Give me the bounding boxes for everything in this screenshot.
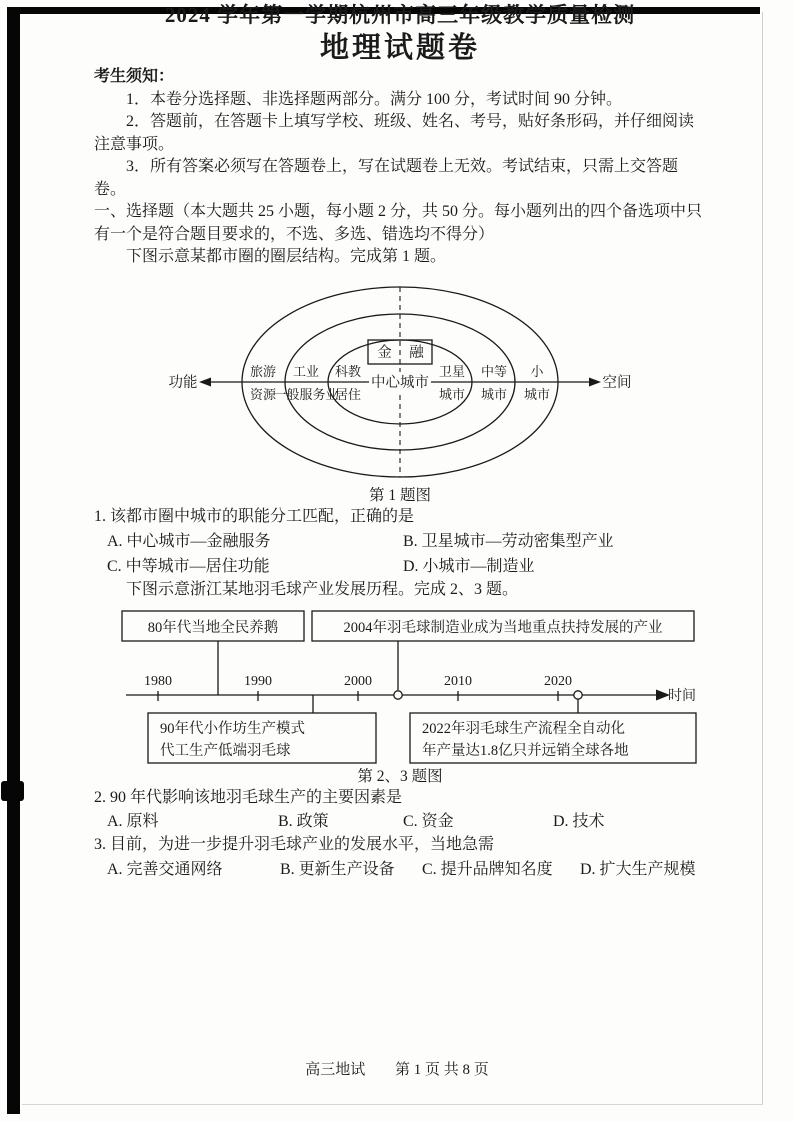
- notice-item-2: 2．答题前，在答题卡上填写学校、班级、姓名、考号，贴好条形码，并仔细阅读注意事项。: [94, 113, 695, 153]
- question-3-stem: 3. 目前，为进一步提升羽毛球产业的发展水平，当地急需: [94, 836, 495, 853]
- event-label-2004: 2004年羽毛球制造业成为当地重点扶持发展的产业: [343, 619, 663, 636]
- finance-label: 金 融: [377, 344, 431, 361]
- event-marker-2022: [574, 690, 582, 698]
- footer-page-number: 第 1 页 共 8 页: [395, 1062, 489, 1078]
- notice-heading: 考生须知：: [94, 68, 175, 85]
- year-label-1990: 1990: [244, 673, 272, 689]
- question-3-option-d: D. 扩大生产规模: [580, 860, 696, 878]
- paper-title: 地理试题卷: [319, 32, 480, 64]
- year-label-2010: 2010: [444, 673, 472, 689]
- question-1-option-a: A. 中心城市—金融服务: [107, 533, 271, 550]
- question-2-options: [94, 810, 706, 834]
- ring-label-education: [335, 364, 361, 402]
- svg-text:中等: 中等: [480, 363, 508, 379]
- question-3-option-b: B. 更新生产设备: [280, 860, 395, 878]
- figure2-intro: 下图示意浙江某地羽毛球产业发展历程。完成 2、3 题。: [126, 581, 519, 598]
- event-label-1990s-line2: 代工生产低端羽毛球: [160, 742, 291, 759]
- question-3-option-a: A. 完善交通网络: [107, 860, 223, 878]
- figure1-caption: 第 1 题图: [368, 486, 431, 504]
- year-label-2000: 2000: [344, 673, 372, 689]
- svg-text:城市: 城市: [438, 386, 466, 402]
- page-footer: [0, 1058, 794, 1079]
- figure1-diagram: [94, 276, 706, 486]
- ring-label-satellite-city: [439, 364, 465, 402]
- year-label-2020: 2020: [544, 673, 572, 689]
- svg-text:旅游: 旅游: [249, 363, 277, 379]
- question-1-option-b: B. 卫星城市—劳动密集型产业: [403, 533, 614, 550]
- event-marker-2004: [394, 690, 402, 698]
- ring-label-medium-city: [481, 364, 507, 402]
- svg-text:科教: 科教: [334, 363, 362, 379]
- svg-text:卫星: 卫星: [438, 363, 466, 379]
- year-label-1980: 1980: [144, 673, 172, 689]
- footer-course-label: 高三地试: [305, 1062, 366, 1078]
- svg-text:城市: 城市: [523, 386, 551, 402]
- event-label-2022-line1: 2022年羽毛球生产流程全自动化: [422, 720, 625, 737]
- svg-text:一般服务业: 一般服务业: [273, 386, 339, 402]
- event-label-1990s-line1: 90年代小作坊生产模式: [160, 720, 305, 737]
- question-1-option-c: C. 中等城市—居住功能: [107, 558, 270, 575]
- svg-text:小: 小: [530, 363, 544, 379]
- figure2-caption: 第 2、3 题图: [357, 767, 443, 785]
- exam-title: 2024 学年第一学期杭州市高三年级教学质量检测: [164, 3, 636, 27]
- question-1-option-d: D. 小城市—制造业: [403, 558, 535, 575]
- axis-label-function: 功能: [168, 374, 198, 391]
- question-2-option-b: B. 政策: [278, 813, 329, 830]
- left-arrow-icon: [199, 377, 211, 386]
- right-arrow-icon: [589, 377, 601, 386]
- metropolitan-ring-figure: [165, 276, 635, 486]
- section-heading: 一、选择题（本大题共 25 小题，每小题 2 分，共 50 分。每小题列出的四个备选项中只有一个是符合题目要求的，不选、多选、错选均不得分）: [94, 203, 703, 243]
- question-2-option-d: D. 技术: [553, 813, 605, 830]
- badminton-timeline-figure: [98, 609, 702, 767]
- svg-text:城市: 城市: [480, 386, 508, 402]
- svg-text:资源: 资源: [249, 386, 277, 402]
- figure2-diagram: [94, 609, 706, 767]
- event-label-1980s: 80年代当地全民养鹅: [147, 619, 279, 636]
- question-1-options: [94, 529, 706, 579]
- svg-text:工业: 工业: [292, 363, 320, 379]
- question-3-options: [94, 858, 706, 882]
- time-axis-label: 时间: [668, 688, 696, 704]
- question-3-option-c: C. 提升品牌知名度: [422, 860, 553, 878]
- axis-label-space: 空间: [602, 374, 632, 391]
- notice-item-3: 3．所有答案必须写在答题卷上，写在试题卷上无效。考试结束，只需上交答题卷。: [94, 158, 679, 198]
- question-2-option-a: A. 原料: [107, 813, 159, 830]
- ring-label-small-city: [524, 364, 550, 402]
- question-2-option-c: C. 资金: [403, 813, 454, 830]
- center-city-label: 中心城市: [371, 374, 429, 391]
- event-label-2022-line2: 年产量达1.8亿只并远销全球各地: [422, 742, 629, 759]
- scan-edge-bottom: [22, 1104, 763, 1105]
- question-1-stem: 1. 该都市圈中城市的职能分工匹配，正确的是: [94, 507, 415, 525]
- figure1-intro: 下图示意某都市圈的圈层结构。完成第 1 题。: [126, 248, 447, 265]
- question-2-stem: 2. 90 年代影响该地羽毛球生产的主要因素是: [94, 788, 403, 806]
- notice-item-1: 1．本卷分选择题、非选择题两部分。满分 100 分，考试时间 90 分钟。: [126, 90, 623, 108]
- ring-label-industry: [273, 364, 338, 402]
- svg-text:居住: 居住: [334, 386, 362, 402]
